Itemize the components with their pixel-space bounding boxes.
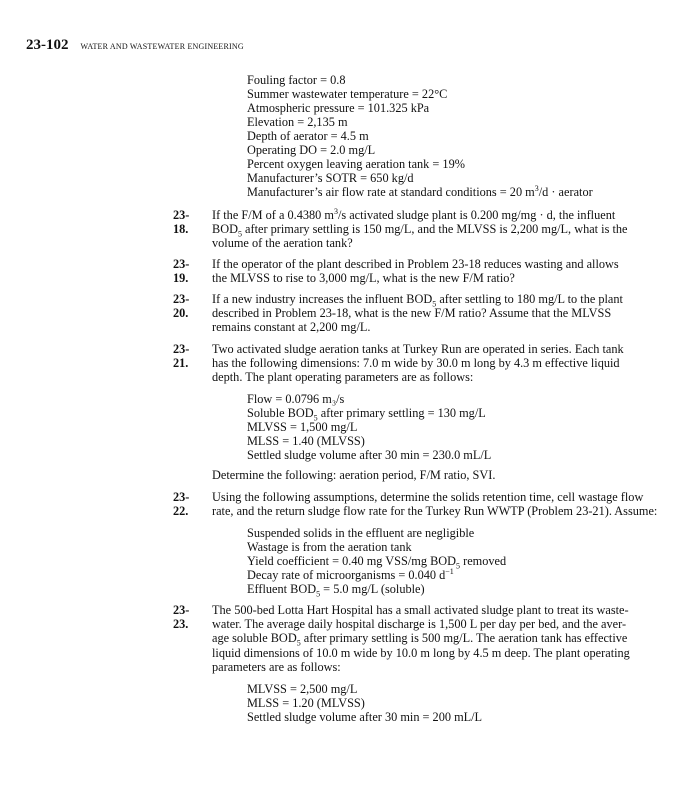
page-header xyxy=(26,36,244,54)
list-item: Effluent $BOD_5 = 5.0$ mg/L (soluble) xyxy=(247,582,425,599)
list-item: Elevation = 2,135 m xyxy=(247,115,348,129)
plant-parameters-list xyxy=(247,682,482,724)
problem-number: 23-19. xyxy=(173,257,190,286)
list-item: Wastage is from the aeration tank xyxy=(247,540,412,554)
list-item: Summer wastewater temperature = 22°C xyxy=(247,87,448,101)
problem-text: The 500-bed Lotta Hart Hospital has a small activated sludge plant to treat its waste- water. The average daily hospital discharge is 1,500 L per day per bed, and the aver- age soluble $BOD_5$ after primary settling is 500 mg/L. The aeration tank has effective liquid dimensions of 10.0 m wide by 10.0 m long by 4.5 m deep. The plant operating parameters are as follows: xyxy=(212,603,630,674)
list-item: MLSS = 1.40 (MLVSS) xyxy=(247,434,365,448)
prior-problem-list xyxy=(247,73,593,199)
problem-number: 23-22. xyxy=(173,490,190,519)
list-item: Manufacturer’s air flow rate at standard conditions = 20 $m^3/d$ · aerator xyxy=(247,183,593,199)
list-item: Manufacturer’s SOTR = 650 kg/d xyxy=(247,171,414,185)
list-item: Depth of aerator = 4.5 m xyxy=(247,129,369,143)
problem-text: If the F/M of a 0.4380 $m^3/s$ activated sludge plant is 0.200 mg/mg · d, the influent $BOD_5$ after primary settling is 150 mg/L, and the MLVSS is 2,200 mg/L, what is the volume of the aeration tank? xyxy=(212,206,628,251)
problem-text: Two activated sludge aeration tanks at Turkey Run are operated in series. Each tank has the following dimensions: 7.0 m wide by 30.0 m long by 4.3 m effective liquid depth. The plant operating parameters are as follows: xyxy=(212,342,624,385)
list-item: Operating DO = 2.0 mg/L xyxy=(247,143,376,157)
operating-parameters-list xyxy=(247,392,491,462)
problem-number: 23-18. xyxy=(173,208,190,237)
list-item: Percent oxygen leaving aeration tank = 19% xyxy=(247,157,465,171)
list-item: Soluble $BOD_5$ after primary settling = 130 mg/L xyxy=(247,406,486,423)
list-item: Yield coefficient = 0.40 mg VSS/mg $BOD_5$ removed xyxy=(247,554,507,571)
problem-number: 23-21. xyxy=(173,342,190,371)
page-number: 23-102 xyxy=(26,37,69,53)
list-item: MLVSS = 2,500 mg/L xyxy=(247,682,358,696)
running-head: WATER AND WASTEWATER ENGINEERING xyxy=(80,42,244,51)
determine-line: Determine the following: aeration period, F/M ratio, SVI. xyxy=(212,468,496,482)
assumptions-list xyxy=(247,526,507,599)
list-item: Atmospheric pressure = 101.325 kPa xyxy=(247,101,430,115)
list-item: Settled sludge volume after 30 min = 230.0 mL/L xyxy=(247,448,492,462)
list-item: Fouling factor = 0.8 xyxy=(247,73,346,87)
problem-text: If a new industry increases the influent $BOD_5$ after settling to 180 mg/L to the plant described in Problem 23-18, what is the new F/M ratio? Assume that the MLVSS remains constant at 2,200 mg/L. xyxy=(212,292,623,335)
list-item: Decay rate of microorganisms = 0.040 $d^{-1}$ xyxy=(247,566,454,582)
problem-number: 23-23. xyxy=(173,603,190,632)
list-item: Suspended solids in the effluent are negligible xyxy=(247,526,475,540)
problem-text: If the operator of the plant described in Problem 23-18 reduces wasting and allows the MLVSS to rise to 3,000 mg/L, what is the new F/M ratio? xyxy=(212,257,619,286)
list-item: MLVSS = 1,500 mg/L xyxy=(247,420,358,434)
problem-number: 23-20. xyxy=(173,292,190,321)
list-item: Settled sludge volume after 30 min = 200 mL/L xyxy=(247,710,483,724)
list-item: MLSS = 1.20 (MLVSS) xyxy=(247,696,365,710)
list-item: Flow = 0.0796 m₃/s xyxy=(247,392,345,406)
problem-text: Using the following assumptions, determine the solids retention time, cell wastage flow rate, and the return sludge flow rate for the Turkey Run WWTP (Problem 23-21). Assume: xyxy=(212,490,658,519)
